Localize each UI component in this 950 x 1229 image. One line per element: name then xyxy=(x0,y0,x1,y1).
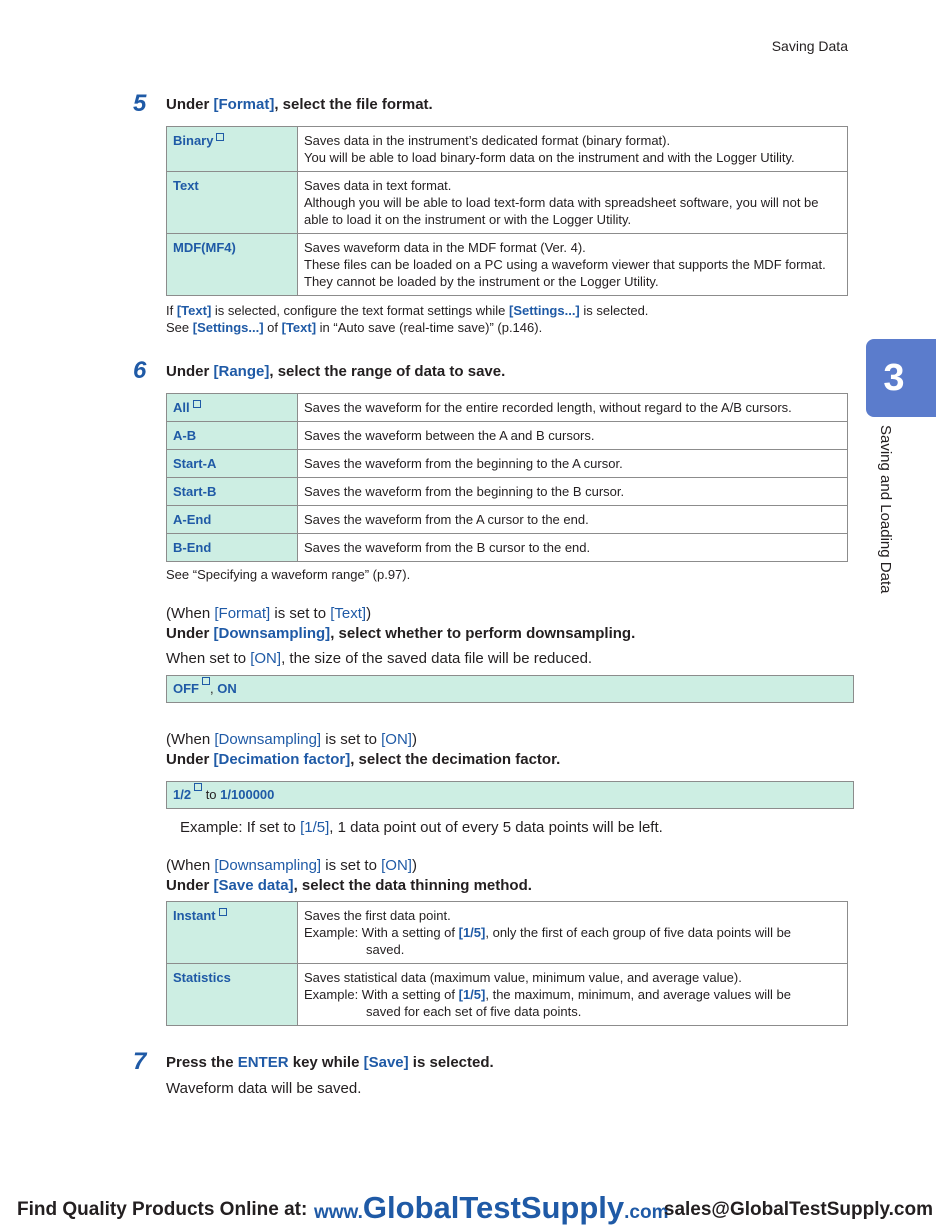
desc-line: Saves waveform data in the MDF format (Ver. 4). xyxy=(304,240,586,255)
step-title xyxy=(166,363,505,380)
title-key: [Range] xyxy=(213,363,270,380)
footer-email-link[interactable]: sales@GlobalTestSupply.com xyxy=(663,1199,933,1220)
note-text: See xyxy=(166,320,193,335)
default-mark-icon xyxy=(193,400,201,408)
option-desc xyxy=(298,234,848,296)
desc-text: When set to xyxy=(166,650,251,667)
cond-text: (When xyxy=(166,605,215,622)
desc-line: saved. xyxy=(366,942,405,957)
note-text: of xyxy=(263,320,282,335)
cond-text: ) xyxy=(411,857,417,874)
option-desc: Saves the waveform from the A cursor to the end. xyxy=(298,506,848,534)
option-desc: Saves the waveform from the beginning to the A cursor. xyxy=(298,450,848,478)
title-key: [Decimation factor] xyxy=(213,751,351,768)
title-text: key while xyxy=(288,1054,364,1071)
step-number: 7 xyxy=(133,1048,147,1075)
option-desc xyxy=(298,172,848,234)
table-row xyxy=(167,534,848,562)
footer xyxy=(0,1190,950,1226)
table-row xyxy=(167,478,848,506)
title-text: Under xyxy=(166,363,214,380)
chapter-number: 3 xyxy=(883,356,905,399)
option-desc: Saves the waveform for the entire recorded length, without regard to the A/B cursors. xyxy=(298,394,848,422)
title-text: Under xyxy=(166,751,214,768)
cond-text: (When xyxy=(166,731,215,748)
desc-line: , only the first of each group of five data points will be xyxy=(485,925,792,940)
title-text: is selected. xyxy=(408,1054,494,1071)
note-key: [Text] xyxy=(281,320,317,335)
note-text: is selected, configure the text format settings while xyxy=(211,303,509,318)
desc-text: , the size of the saved data file will be reduced. xyxy=(281,650,593,667)
example-key: [1/5] xyxy=(300,819,330,836)
condition-line xyxy=(166,856,417,876)
option-label: Text xyxy=(173,178,199,193)
decimation-range xyxy=(166,781,854,809)
step-title xyxy=(166,1054,494,1071)
note-text: If xyxy=(166,303,177,318)
title-key: [Format] xyxy=(213,96,275,113)
table-row xyxy=(167,506,848,534)
desc-line: Saves the first data point. xyxy=(304,908,451,923)
cond-text: (When xyxy=(166,857,215,874)
title-text: Press the xyxy=(166,1054,238,1071)
option-desc: Saves the waveform from the beginning to the B cursor. xyxy=(298,478,848,506)
title-key: [Save] xyxy=(363,1054,409,1071)
title-text: , select the file format. xyxy=(274,96,433,113)
desc-line: Saves data in the instrument’s dedicated format (binary format). xyxy=(304,133,671,148)
cond-text: is set to xyxy=(321,857,382,874)
option-desc: Saves the waveform from the B cursor to the end. xyxy=(298,534,848,562)
note-key: [Settings...] xyxy=(508,303,580,318)
note-key: [Text] xyxy=(176,303,212,318)
website-domain: GlobalTestSupply xyxy=(362,1190,625,1225)
title-text: Under xyxy=(166,625,214,642)
option-label: All xyxy=(173,400,190,415)
option-key: A-B xyxy=(167,422,298,450)
downsampling-options xyxy=(166,675,854,703)
page-header: Saving Data xyxy=(771,38,848,54)
condition-line xyxy=(166,730,417,750)
title-text: , select whether to perform downsampling. xyxy=(330,625,636,642)
option-desc: Saves the waveform between the A and B cursors. xyxy=(298,422,848,450)
option-desc xyxy=(298,127,848,172)
cond-key: [Text] xyxy=(330,605,367,622)
desc-line: These files can be loaded on a PC using a waveform viewer that supports the MDF format. They cannot be loaded by the instrument or the Logger Utility. xyxy=(304,257,826,289)
cond-text: ) xyxy=(366,605,372,622)
footer-tagline: Find Quality Products Online at: xyxy=(17,1199,308,1220)
desc-line: Example: With a setting of xyxy=(304,987,459,1002)
cond-text: ) xyxy=(411,731,417,748)
decimation-example xyxy=(180,818,663,838)
table-row xyxy=(167,394,848,422)
desc-line: saved for each set of five data points. xyxy=(366,1004,582,1019)
option-key: Start-B xyxy=(167,478,298,506)
title-text: Under xyxy=(166,96,214,113)
footer-website-link[interactable] xyxy=(314,1190,669,1226)
note-text: in “Auto save (real-time save)” (p.146). xyxy=(316,320,543,335)
downsampling-desc xyxy=(166,649,592,669)
condition-line xyxy=(166,604,371,624)
title-key: [Save data] xyxy=(213,877,294,894)
option-key xyxy=(167,964,298,1026)
cond-key: [Downsampling] xyxy=(214,857,322,874)
table-row xyxy=(167,964,848,1026)
option-key xyxy=(167,902,298,964)
range-to-word: to xyxy=(202,787,221,802)
table-row xyxy=(167,127,848,172)
title-text: , select the data thinning method. xyxy=(293,877,532,894)
website-prefix: www. xyxy=(314,1202,363,1223)
step-number: 5 xyxy=(133,90,147,117)
cond-text: is set to xyxy=(270,605,331,622)
desc-line: , the maximum, minimum, and average values will be xyxy=(485,987,791,1002)
example-text: , 1 data point out of every 5 data points will be left. xyxy=(329,819,663,836)
default-mark-icon xyxy=(202,677,210,685)
table-row xyxy=(167,422,848,450)
desc-key: [1/5] xyxy=(458,925,486,940)
format-note xyxy=(166,302,648,336)
step-number: 6 xyxy=(133,357,147,384)
desc-key: [ON] xyxy=(250,650,282,667)
option-key: A-End xyxy=(167,506,298,534)
table-row xyxy=(167,450,848,478)
step-title xyxy=(166,96,433,113)
chapter-label: Saving and Loading Data xyxy=(877,425,894,594)
desc-line: You will be able to load binary-form data on the instrument and with the Logger Utility. xyxy=(304,150,795,165)
option-on: ON xyxy=(217,681,237,696)
table-row xyxy=(167,902,848,964)
chapter-tab xyxy=(866,339,936,417)
default-mark-icon xyxy=(216,133,224,141)
desc-line: Saves statistical data (maximum value, minimum value, and average value). xyxy=(304,970,742,985)
option-key: B-End xyxy=(167,534,298,562)
range-to: 1/100000 xyxy=(220,787,275,802)
title-key: ENTER xyxy=(237,1054,289,1071)
savedata-title xyxy=(166,876,532,896)
option-separator: , xyxy=(210,681,218,696)
option-label: MDF(MF4) xyxy=(173,240,236,255)
table-row xyxy=(167,234,848,296)
table-row xyxy=(167,172,848,234)
range-from: 1/2 xyxy=(173,787,192,802)
cond-key: [Downsampling] xyxy=(214,731,322,748)
title-text: , select the decimation factor. xyxy=(350,751,561,768)
desc-key: [1/5] xyxy=(458,987,486,1002)
note-text: is selected. xyxy=(579,303,649,318)
downsampling-title xyxy=(166,624,635,644)
title-key: [Downsampling] xyxy=(213,625,331,642)
default-mark-icon xyxy=(194,783,202,791)
desc-line: Saves data in text format. xyxy=(304,178,452,193)
option-key xyxy=(167,127,298,172)
decimation-title xyxy=(166,750,560,770)
desc-line: Example: With a setting of xyxy=(304,925,459,940)
default-mark-icon xyxy=(219,908,227,916)
desc-line: Although you will be able to load text-form data with spreadsheet software, you will not be able to load it on the instrument or with the Logger Utility. xyxy=(304,195,819,227)
option-desc xyxy=(298,964,848,1026)
option-label: Binary xyxy=(173,133,214,148)
note-key: [Settings...] xyxy=(192,320,264,335)
cond-key: [ON] xyxy=(381,731,412,748)
range-note: See “Specifying a waveform range” (p.97). xyxy=(166,567,411,582)
option-desc xyxy=(298,902,848,964)
option-off: OFF xyxy=(173,681,199,696)
cond-text: is set to xyxy=(321,731,382,748)
range-table xyxy=(166,393,848,562)
example-text: Example: If set to xyxy=(180,819,301,836)
option-key xyxy=(167,172,298,234)
savedata-table xyxy=(166,901,848,1026)
option-key: Start-A xyxy=(167,450,298,478)
option-label: Statistics xyxy=(173,970,231,985)
option-label: Instant xyxy=(173,908,216,923)
step-result: Waveform data will be saved. xyxy=(166,1080,362,1097)
option-key xyxy=(167,234,298,296)
cond-key: [ON] xyxy=(381,857,412,874)
option-key xyxy=(167,394,298,422)
website-tld: .com xyxy=(624,1202,669,1223)
title-text: Under xyxy=(166,877,214,894)
format-table xyxy=(166,126,848,296)
title-text: , select the range of data to save. xyxy=(269,363,506,380)
cond-key: [Format] xyxy=(214,605,271,622)
